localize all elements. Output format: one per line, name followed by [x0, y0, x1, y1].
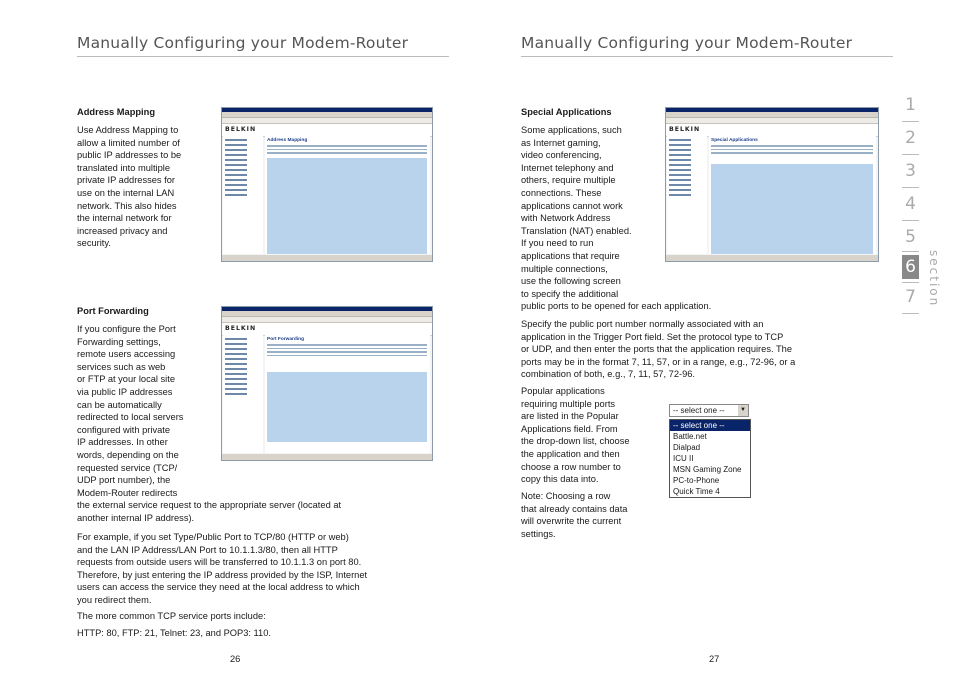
screenshot-title: Special Applications	[711, 138, 758, 143]
port-forwarding-heading: Port Forwarding	[77, 306, 149, 316]
section-tab-3[interactable]: 3	[905, 161, 916, 181]
page-number-left: 26	[230, 654, 241, 664]
belkin-logo: BELKIN	[225, 325, 257, 332]
section-tab-5[interactable]: 5	[905, 227, 916, 247]
special-applications-continued: public ports to be opened for each application.	[521, 301, 712, 311]
note-paragraph: Note: Choosing a row that already contains data will overwrite the current settings.	[521, 491, 628, 539]
section-tabs	[902, 94, 919, 319]
common-ports-list: HTTP: 80, FTP: 21, Telnet: 23, and POP3: 110.	[77, 628, 271, 638]
chevron-down-icon[interactable]: ▼	[738, 405, 748, 416]
special-applications-screenshot	[665, 107, 879, 262]
special-applications-text: Some applications, such as Internet gaming, video conferencing, Internet telephony and others, require multiple connections. These applications cannot work with Network Address Translation (NAT) enabled. If you need to run applications that require multiple connections, use the following screen to specify the additional	[521, 125, 632, 299]
dropdown-option[interactable]: -- select one --	[670, 420, 750, 431]
dropdown-option[interactable]: Quick Time 4	[673, 487, 720, 496]
right-header-rule	[521, 56, 893, 57]
left-page-header: Manually Configuring your Modem-Router	[77, 34, 409, 52]
dropdown-selected[interactable]: -- select one -- ▼	[669, 404, 749, 417]
common-ports-intro: The more common TCP service ports include:	[77, 611, 266, 621]
address-mapping-screenshot	[221, 107, 433, 262]
dropdown-option[interactable]: MSN Gaming Zone	[673, 465, 742, 474]
port-forwarding-continued: the external service request to the appropriate server (located at another internal IP address).	[77, 500, 342, 523]
section-tab-1[interactable]: 1	[905, 95, 916, 115]
port-forwarding-screenshot	[221, 306, 433, 461]
dropdown-option[interactable]: Battle.net	[673, 432, 707, 441]
right-page-header: Manually Configuring your Modem-Router	[521, 34, 853, 52]
port-forwarding-text: If you configure the Port Forwarding settings, remote users accessing services such as web or FTP at your local site via public IP addresses can be automatically redirected to local servers configured with private IP addresses. In other words, depending on the requested service (TCP/ UDP port number), the Modem-Router redirects	[77, 324, 184, 498]
section-label: section	[927, 250, 941, 308]
section-tab-7[interactable]: 7	[905, 287, 916, 307]
section-tab-2[interactable]: 2	[905, 128, 916, 148]
dropdown-option[interactable]: Dialpad	[673, 443, 701, 452]
left-header-rule	[77, 56, 449, 57]
screenshot-title: Address Mapping	[267, 138, 308, 143]
page-number-right: 27	[709, 654, 720, 664]
dropdown-option[interactable]: PC-to-Phone	[673, 476, 720, 485]
section-tab-6-active[interactable]: 6	[902, 255, 919, 279]
specify-paragraph: Specify the public port number normally associated with an application in the Trigger Port field. Set the protocol type to TCP or UDP, and then enter the ports that the application requires. The ports may be in the format 7, 11, 57, or in a range, e.g., 72-96, or a combination of both, e.g., 7, 11, 57, 72-96.	[521, 319, 796, 380]
address-mapping-heading: Address Mapping	[77, 107, 155, 117]
dropdown-option[interactable]: ICU II	[673, 454, 694, 463]
example-paragraph: For example, if you set Type/Public Port to TCP/80 (HTTP or web) and the LAN IP Address/LAN Port to 10.1.1.3/80, then all HTTP requests from outside users will be transferred to 10.1.1.3 on port 80. Therefore, by just entering the IP address provided by the ISP, Internet users can access the service they need at the local address to which you redirect them.	[77, 532, 368, 605]
belkin-logo: BELKIN	[225, 126, 257, 133]
dropdown-list	[669, 419, 751, 498]
popular-paragraph: Popular applications requiring multiple ports are listed in the Popular Applications field. From the drop-down list, choose the application and then choose a row number to copy this data into.	[521, 386, 630, 485]
special-applications-heading: Special Applications	[521, 107, 612, 117]
section-tab-4[interactable]: 4	[905, 194, 916, 214]
address-mapping-text: Use Address Mapping to allow a limited number of public IP addresses to be translated into multiple private IP addresses for use on the internal LAN network. This also hides the internal network for increased privacy and security.	[77, 125, 182, 249]
screenshot-title: Port Forwarding	[267, 337, 305, 342]
belkin-logo: BELKIN	[669, 126, 701, 133]
popular-applications-dropdown[interactable]	[669, 404, 751, 498]
